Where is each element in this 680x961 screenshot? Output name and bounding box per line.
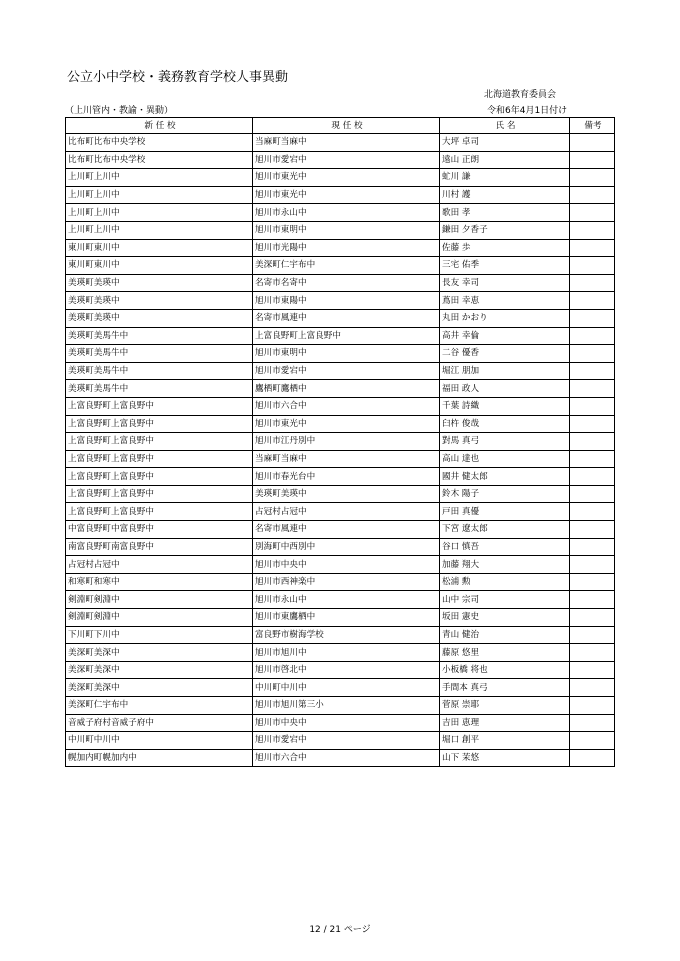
cell-new-school: 美瑛町美瑛中 xyxy=(66,292,253,310)
cell-name: 高山 達也 xyxy=(440,450,570,468)
cell-remarks xyxy=(570,433,615,451)
cell-new-school: 上富良野町上富良野中 xyxy=(66,433,253,451)
cell-remarks xyxy=(570,151,615,169)
cell-new-school: 美瑛町美瑛中 xyxy=(66,274,253,292)
cell-remarks xyxy=(570,732,615,750)
table-row xyxy=(66,134,615,152)
table-row xyxy=(66,573,615,591)
cell-new-school: 美瑛町美馬牛中 xyxy=(66,327,253,345)
table-row xyxy=(66,397,615,415)
table-row xyxy=(66,468,615,486)
table-row xyxy=(66,309,615,327)
cell-new-school: 美瑛町美馬牛中 xyxy=(66,345,253,363)
cell-remarks xyxy=(570,274,615,292)
cell-remarks xyxy=(570,591,615,609)
cell-current-school: 名寄市風連中 xyxy=(253,309,440,327)
cell-name: 遠山 正朗 xyxy=(440,151,570,169)
cell-name: 蔦田 幸恵 xyxy=(440,292,570,310)
cell-remarks xyxy=(570,204,615,222)
organization-name: 北海道教育委員会 xyxy=(484,90,557,100)
cell-name: 堀江 朋加 xyxy=(440,362,570,380)
table-row xyxy=(66,521,615,539)
effective-date: 令和6年4月1日付け xyxy=(487,106,568,116)
cell-current-school: 美瑛町美瑛中 xyxy=(253,485,440,503)
cell-current-school: 旭川市永山中 xyxy=(253,204,440,222)
cell-name: 佐藤 歩 xyxy=(440,239,570,257)
cell-current-school: 旭川市六合中 xyxy=(253,749,440,767)
cell-current-school: 別海町中西別中 xyxy=(253,538,440,556)
cell-new-school: 美深町仁宇布中 xyxy=(66,697,253,715)
cell-current-school: 旭川市六合中 xyxy=(253,397,440,415)
cell-new-school: 和寒町和寒中 xyxy=(66,573,253,591)
cell-current-school: 旭川市愛宕中 xyxy=(253,732,440,750)
cell-current-school: 当麻町当麻中 xyxy=(253,450,440,468)
cell-new-school: 上富良野町上富良野中 xyxy=(66,415,253,433)
cell-name: 山中 宗司 xyxy=(440,591,570,609)
cell-remarks xyxy=(570,609,615,627)
cell-current-school: 美深町仁宇布中 xyxy=(253,257,440,275)
cell-new-school: 東川町東川中 xyxy=(66,239,253,257)
cell-remarks xyxy=(570,362,615,380)
cell-name: 二谷 優香 xyxy=(440,345,570,363)
cell-new-school: 上富良野町上富良野中 xyxy=(66,485,253,503)
column-header-current-school: 現 任 校 xyxy=(253,118,440,134)
table-row xyxy=(66,345,615,363)
cell-new-school: 上川町上川中 xyxy=(66,221,253,239)
column-header-name: 氏 名 xyxy=(440,118,570,134)
cell-current-school: 旭川市東光中 xyxy=(253,186,440,204)
cell-current-school: 占冠村占冠中 xyxy=(253,503,440,521)
cell-remarks xyxy=(570,697,615,715)
table-row xyxy=(66,714,615,732)
personnel-table xyxy=(65,117,615,767)
table-header-row xyxy=(66,118,615,134)
cell-current-school: 旭川市旭川中 xyxy=(253,644,440,662)
cell-new-school: 上富良野町上富良野中 xyxy=(66,397,253,415)
table-row xyxy=(66,327,615,345)
cell-new-school: 南富良野町南富良野中 xyxy=(66,538,253,556)
cell-current-school: 旭川市江丹別中 xyxy=(253,433,440,451)
cell-current-school: 旭川市東光中 xyxy=(253,415,440,433)
cell-current-school: 中川町中川中 xyxy=(253,679,440,697)
cell-new-school: 美深町美深中 xyxy=(66,679,253,697)
cell-remarks xyxy=(570,538,615,556)
cell-remarks xyxy=(570,415,615,433)
cell-remarks xyxy=(570,327,615,345)
cell-name: 臼杵 俊哉 xyxy=(440,415,570,433)
cell-name: 手間本 真弓 xyxy=(440,679,570,697)
cell-current-school: 富良野市樹海学校 xyxy=(253,626,440,644)
cell-new-school: 上富良野町上富良野中 xyxy=(66,450,253,468)
cell-current-school: 旭川市東明中 xyxy=(253,345,440,363)
table-row xyxy=(66,626,615,644)
table-row xyxy=(66,221,615,239)
table-row xyxy=(66,204,615,222)
cell-remarks xyxy=(570,292,615,310)
cell-new-school: 東川町東川中 xyxy=(66,257,253,275)
table-row xyxy=(66,538,615,556)
cell-current-school: 名寄市風連中 xyxy=(253,521,440,539)
cell-current-school: 上富良野町上富良野中 xyxy=(253,327,440,345)
cell-name: 對馬 真弓 xyxy=(440,433,570,451)
cell-name: 戸田 真優 xyxy=(440,503,570,521)
cell-name: 松浦 勲 xyxy=(440,573,570,591)
cell-name: 谷口 慎吾 xyxy=(440,538,570,556)
cell-name: 高井 幸倫 xyxy=(440,327,570,345)
table-row xyxy=(66,732,615,750)
cell-new-school: 美瑛町美瑛中 xyxy=(66,309,253,327)
cell-current-school: 旭川市啓北中 xyxy=(253,661,440,679)
table-row xyxy=(66,239,615,257)
cell-remarks xyxy=(570,661,615,679)
cell-name: 小板橋 将也 xyxy=(440,661,570,679)
cell-new-school: 上富良野町上富良野中 xyxy=(66,468,253,486)
table-row xyxy=(66,609,615,627)
cell-current-school: 旭川市東陽中 xyxy=(253,292,440,310)
cell-current-school: 旭川市中央中 xyxy=(253,714,440,732)
cell-name: 山下 茉悠 xyxy=(440,749,570,767)
cell-remarks xyxy=(570,134,615,152)
table-row xyxy=(66,644,615,662)
subtitle: （上川管内・教諭・異動） xyxy=(65,106,174,116)
cell-name: 菅原 崇耶 xyxy=(440,697,570,715)
cell-new-school: 剣淵町剣淵中 xyxy=(66,609,253,627)
cell-new-school: 上川町上川中 xyxy=(66,186,253,204)
cell-remarks xyxy=(570,485,615,503)
cell-name: 歌田 孝 xyxy=(440,204,570,222)
cell-name: 下宮 遼太郎 xyxy=(440,521,570,539)
cell-current-school: 名寄市名寄中 xyxy=(253,274,440,292)
table-row xyxy=(66,697,615,715)
cell-new-school: 占冠村占冠中 xyxy=(66,556,253,574)
cell-current-school: 当麻町当麻中 xyxy=(253,134,440,152)
cell-remarks xyxy=(570,468,615,486)
cell-new-school: 剣淵町剣淵中 xyxy=(66,591,253,609)
cell-current-school: 旭川市愛宕中 xyxy=(253,151,440,169)
table-row xyxy=(66,485,615,503)
table-row xyxy=(66,433,615,451)
cell-current-school: 鷹栖町鷹栖中 xyxy=(253,380,440,398)
cell-remarks xyxy=(570,714,615,732)
table-row xyxy=(66,556,615,574)
table-row xyxy=(66,362,615,380)
cell-new-school: 上富良野町上富良野中 xyxy=(66,503,253,521)
cell-name: 長友 幸司 xyxy=(440,274,570,292)
cell-new-school: 比布町比布中央学校 xyxy=(66,151,253,169)
cell-name: 青山 健治 xyxy=(440,626,570,644)
cell-remarks xyxy=(570,450,615,468)
table-row xyxy=(66,151,615,169)
cell-remarks xyxy=(570,679,615,697)
cell-name: 千葉 詩織 xyxy=(440,397,570,415)
cell-remarks xyxy=(570,186,615,204)
cell-current-school: 旭川市西神楽中 xyxy=(253,573,440,591)
cell-remarks xyxy=(570,573,615,591)
cell-new-school: 上川町上川中 xyxy=(66,204,253,222)
cell-name: 大坪 卓司 xyxy=(440,134,570,152)
cell-new-school: 下川町下川中 xyxy=(66,626,253,644)
cell-current-school: 旭川市旭川第三小 xyxy=(253,697,440,715)
cell-remarks xyxy=(570,380,615,398)
cell-name: 吉田 恵理 xyxy=(440,714,570,732)
table-row xyxy=(66,591,615,609)
cell-new-school: 美深町美深中 xyxy=(66,661,253,679)
table-row xyxy=(66,257,615,275)
cell-name: 三宅 佑季 xyxy=(440,257,570,275)
table-row xyxy=(66,274,615,292)
cell-name: 丸田 かおり xyxy=(440,309,570,327)
cell-current-school: 旭川市東鷹栖中 xyxy=(253,609,440,627)
cell-remarks xyxy=(570,221,615,239)
cell-name: 藤原 悠里 xyxy=(440,644,570,662)
cell-current-school: 旭川市東明中 xyxy=(253,221,440,239)
table-row xyxy=(66,679,615,697)
table-row xyxy=(66,503,615,521)
cell-name: 國井 健太郎 xyxy=(440,468,570,486)
cell-new-school: 中川町中川中 xyxy=(66,732,253,750)
cell-current-school: 旭川市光陽中 xyxy=(253,239,440,257)
page-title: 公立小中学校・義務教育学校人事異動 xyxy=(67,70,289,85)
cell-new-school: 美瑛町美馬牛中 xyxy=(66,380,253,398)
cell-new-school: 上川町上川中 xyxy=(66,169,253,187)
cell-current-school: 旭川市永山中 xyxy=(253,591,440,609)
cell-name: 坂田 憲史 xyxy=(440,609,570,627)
cell-current-school: 旭川市春光台中 xyxy=(253,468,440,486)
cell-new-school: 比布町比布中央学校 xyxy=(66,134,253,152)
table-row xyxy=(66,661,615,679)
cell-remarks xyxy=(570,309,615,327)
table-row xyxy=(66,450,615,468)
cell-current-school: 旭川市愛宕中 xyxy=(253,362,440,380)
cell-name: 鈴木 陽子 xyxy=(440,485,570,503)
table-row xyxy=(66,415,615,433)
cell-new-school: 美深町美深中 xyxy=(66,644,253,662)
cell-remarks xyxy=(570,503,615,521)
table-row xyxy=(66,186,615,204)
cell-new-school: 中富良野町中富良野中 xyxy=(66,521,253,539)
cell-new-school: 幌加内町幌加内中 xyxy=(66,749,253,767)
cell-remarks xyxy=(570,239,615,257)
cell-remarks xyxy=(570,521,615,539)
cell-remarks xyxy=(570,257,615,275)
cell-remarks xyxy=(570,345,615,363)
cell-remarks xyxy=(570,169,615,187)
table-row xyxy=(66,380,615,398)
table-row xyxy=(66,292,615,310)
cell-remarks xyxy=(570,397,615,415)
cell-current-school: 旭川市東光中 xyxy=(253,169,440,187)
cell-name: 加藤 翔大 xyxy=(440,556,570,574)
cell-name: 鎌田 夕香子 xyxy=(440,221,570,239)
cell-name: 堀口 創平 xyxy=(440,732,570,750)
page-number: 12 / 21 ページ xyxy=(309,925,371,935)
cell-name: 川村 護 xyxy=(440,186,570,204)
cell-name: 虻川 謙 xyxy=(440,169,570,187)
cell-remarks xyxy=(570,626,615,644)
table-row xyxy=(66,749,615,767)
column-header-new-school: 新 任 校 xyxy=(66,118,253,134)
cell-name: 福田 政人 xyxy=(440,380,570,398)
column-header-remarks: 備考 xyxy=(570,118,615,134)
cell-remarks xyxy=(570,749,615,767)
table-row xyxy=(66,169,615,187)
cell-new-school: 音威子府村音威子府中 xyxy=(66,714,253,732)
cell-remarks xyxy=(570,556,615,574)
cell-current-school: 旭川市中央中 xyxy=(253,556,440,574)
cell-remarks xyxy=(570,644,615,662)
cell-new-school: 美瑛町美馬牛中 xyxy=(66,362,253,380)
